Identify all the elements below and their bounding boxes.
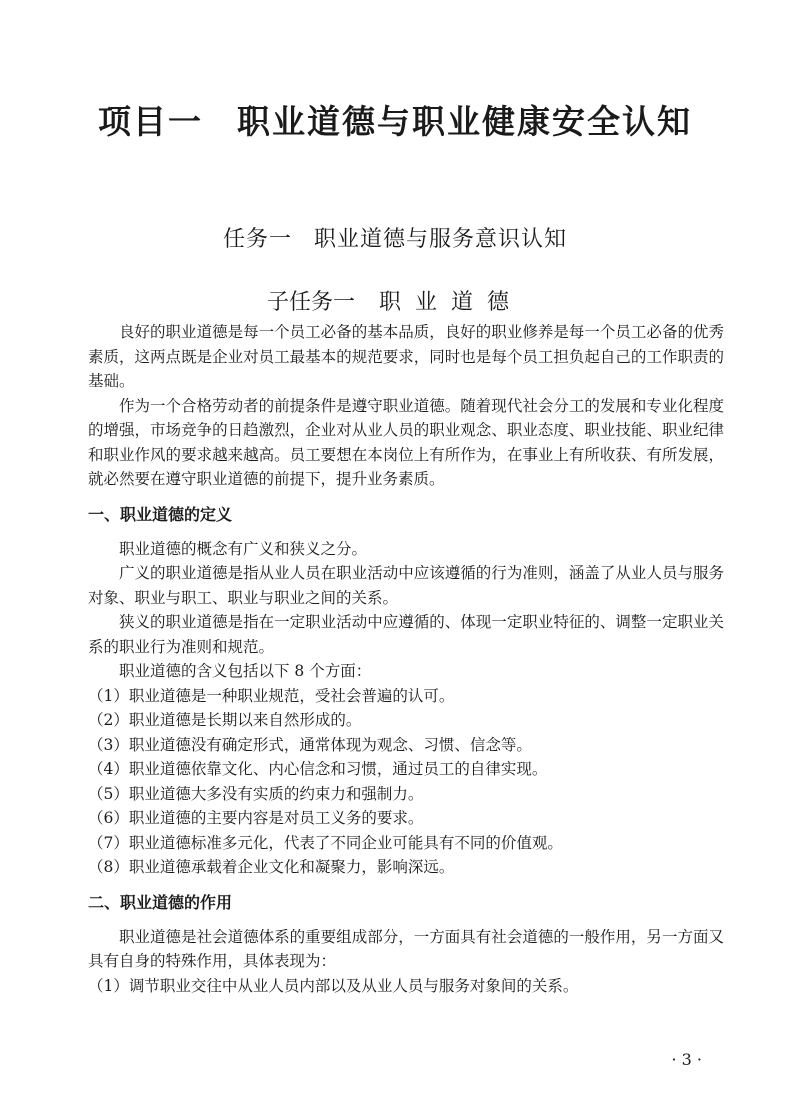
list-item: （1）调节职业交往中从业人员内部以及从业人员与服务对象间的关系。 <box>88 976 579 995</box>
list-item: （7）职业道德标准多元化，代表了不同企业可能具有不同的价值观。 <box>88 833 563 852</box>
subtask-title-text: 职业道德 <box>379 290 524 315</box>
task-label: 任务一 <box>222 227 292 252</box>
task-title <box>0 222 790 253</box>
list-item: （1）职业道德是一种职业规范，受社会普遍的认可。 <box>88 686 455 705</box>
subtask-label: 子任务一 <box>266 290 355 315</box>
section-heading-function: 二、职业道德的作用 <box>88 892 233 912</box>
section-heading-definition: 一、职业道德的定义 <box>88 504 233 524</box>
list-item: （4）职业道德依靠文化、内心信念和习惯，通过员工的自律实现。 <box>88 760 548 778</box>
task-title-text: 职业道德与服务意识认知 <box>314 227 568 252</box>
section1-paragraph: 职业道德的概念有广义和狭义之分。 <box>119 539 368 558</box>
section1-paragraph: 广义的职业道德是指从业人员在职业活动中应该遵循的行为准则，涵盖了从业人员与服务对象、职业与职工、职业与职业之间的关系。 <box>88 564 724 607</box>
subtask-title <box>0 285 790 316</box>
chapter-title-text: 职业道德与职业健康安全认知 <box>237 102 692 141</box>
body-text <box>88 320 724 998</box>
page-number: · 3 · <box>671 1050 702 1069</box>
intro-paragraph: 良好的职业道德是每一个员工必备的基本品质，良好的职业修养是每一个员工必备的优秀素质，这两点既是企业对员工最基本的规范要求，同时也是每个员工担负起自己的工作职责的基础。 <box>88 323 724 390</box>
section1-paragraph: 职业道德的含义包括以下 8 个方面： <box>119 662 372 680</box>
section1-paragraph: 狭义的职业道德是指在一定职业活动中应遵循的、体现一定职业特征的、调整一定职业关系的职业行为准则和规范。 <box>88 613 724 656</box>
list-item: （5）职业道德大多没有实质的约束力和强制力。 <box>88 784 424 803</box>
section2-paragraph: 职业道德是社会道德体系的重要组成部分，一方面具有社会道德的一般作用，另一方面又具有自身的特殊作用，具体表现为： <box>88 927 724 970</box>
intro-paragraph: 作为一个合格劳动者的前提条件是遵守职业道德。随着现代社会分工的发展和专业化程度的增强，市场竞争的日趋激烈，企业对从业人员的职业观念、职业态度、职业技能、职业纪律和职业作风的要求越来越高。员工要想在本岗位上有所作为，在事业上有所收获、有所发展，就必然要在遵守职业道德的前提下，提升业务素质。 <box>88 396 724 488</box>
list-item: （2）职业道德是长期以来自然形成的。 <box>88 711 362 729</box>
chapter-title <box>0 96 790 143</box>
chapter-label: 项目一 <box>98 102 203 141</box>
list-item: （6）职业道德的主要内容是对员工义务的要求。 <box>88 809 424 827</box>
list-item: （3）职业道德没有确定形式，通常体现为观念、习惯、信念等。 <box>88 735 532 754</box>
list-item: （8）职业道德承载着企业文化和凝聚力，影响深远。 <box>88 858 455 876</box>
